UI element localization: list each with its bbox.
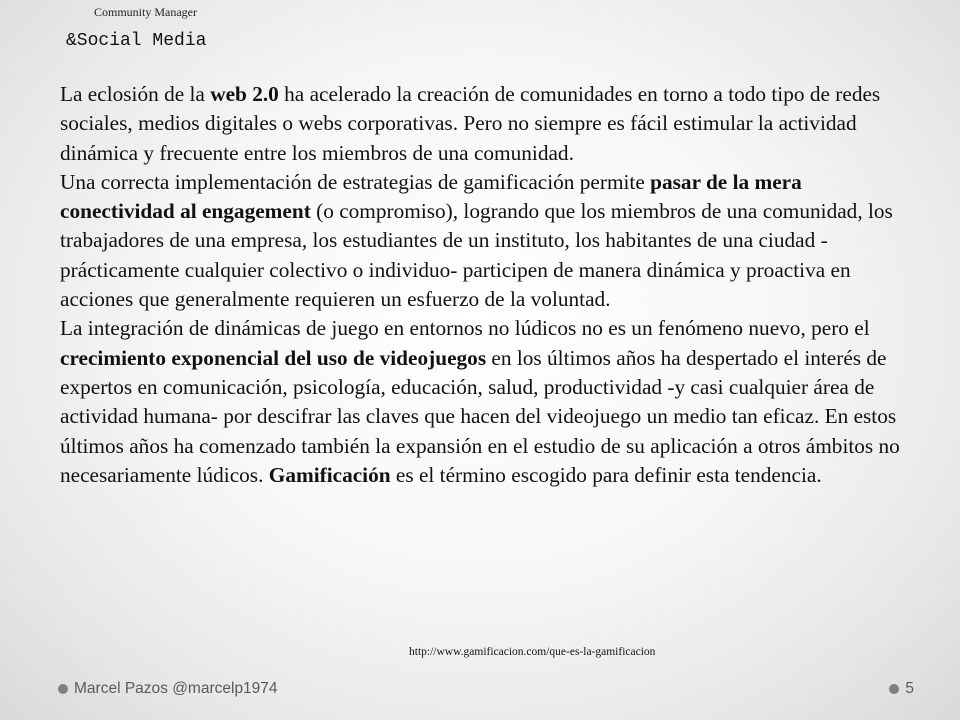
paragraph bbox=[60, 80, 910, 168]
bullet-dot-icon bbox=[889, 684, 899, 694]
text-run: La integración de dinámicas de juego en entornos no lúdicos no es un fenómeno nuevo, pero el bbox=[60, 316, 870, 341]
bold-text-run: pasar de la mera conectividad al engagement bbox=[60, 169, 802, 224]
paragraph bbox=[60, 314, 910, 490]
text-run: La eclosión de la bbox=[60, 82, 211, 106]
header-title-line2: &Social Media bbox=[66, 31, 207, 51]
footer-author bbox=[58, 680, 278, 698]
bullet-dot-icon bbox=[58, 684, 68, 694]
bold-text-run: web 2.0 bbox=[210, 82, 279, 106]
text-run: Una correcta implementación de estrategias de gamificación permite bbox=[60, 169, 651, 194]
text-run: (o compromiso), logrando que los miembros de una comunidad, los trabajadores de una empresa, los estudiantes de un instituto, los habitantes de una ciudad -prácticamente cualquier colectivo o individuo- participen de manera dinámica y proactiva en acciones que generalmente requieren un esfuerzo de la voluntad. bbox=[60, 199, 893, 312]
bold-text-run: crecimiento exponencial del uso de videojuegos bbox=[60, 345, 487, 370]
footer-page bbox=[889, 680, 914, 698]
text-run: en los últimos años ha despertado el interés de expertos en comunicación, psicología, educación, salud, productividad -y casi cualquier área de actividad humana- por descifrar las claves que hacen del videojuego un medio tan eficaz. En estos últimos años ha comenzado también la expansión en el estudio de su aplicación a otros ámbitos no necesariamente lúdicos. bbox=[60, 345, 900, 487]
text-run: ha acelerado la creación de comunidades en torno a todo tipo de redes sociales, medios digitales o webs corporativas. Pero no siempre es fácil estimular la actividad dinámica y frecuente entre los miembros de una comunidad. bbox=[60, 82, 881, 165]
body-text bbox=[60, 80, 910, 490]
bold-text-run: Gamificación bbox=[268, 462, 391, 487]
header-title-line1: Community Manager bbox=[94, 5, 197, 19]
paragraph bbox=[60, 168, 910, 314]
source-link[interactable]: http://www.gamificacion.com/que-es-la-gamificacion bbox=[409, 646, 656, 658]
text-run: es el término escogido para definir esta tendencia. bbox=[390, 462, 822, 487]
page-number: 5 bbox=[905, 680, 914, 697]
footer-author-text: Marcel Pazos @marcelp1974 bbox=[74, 680, 278, 697]
